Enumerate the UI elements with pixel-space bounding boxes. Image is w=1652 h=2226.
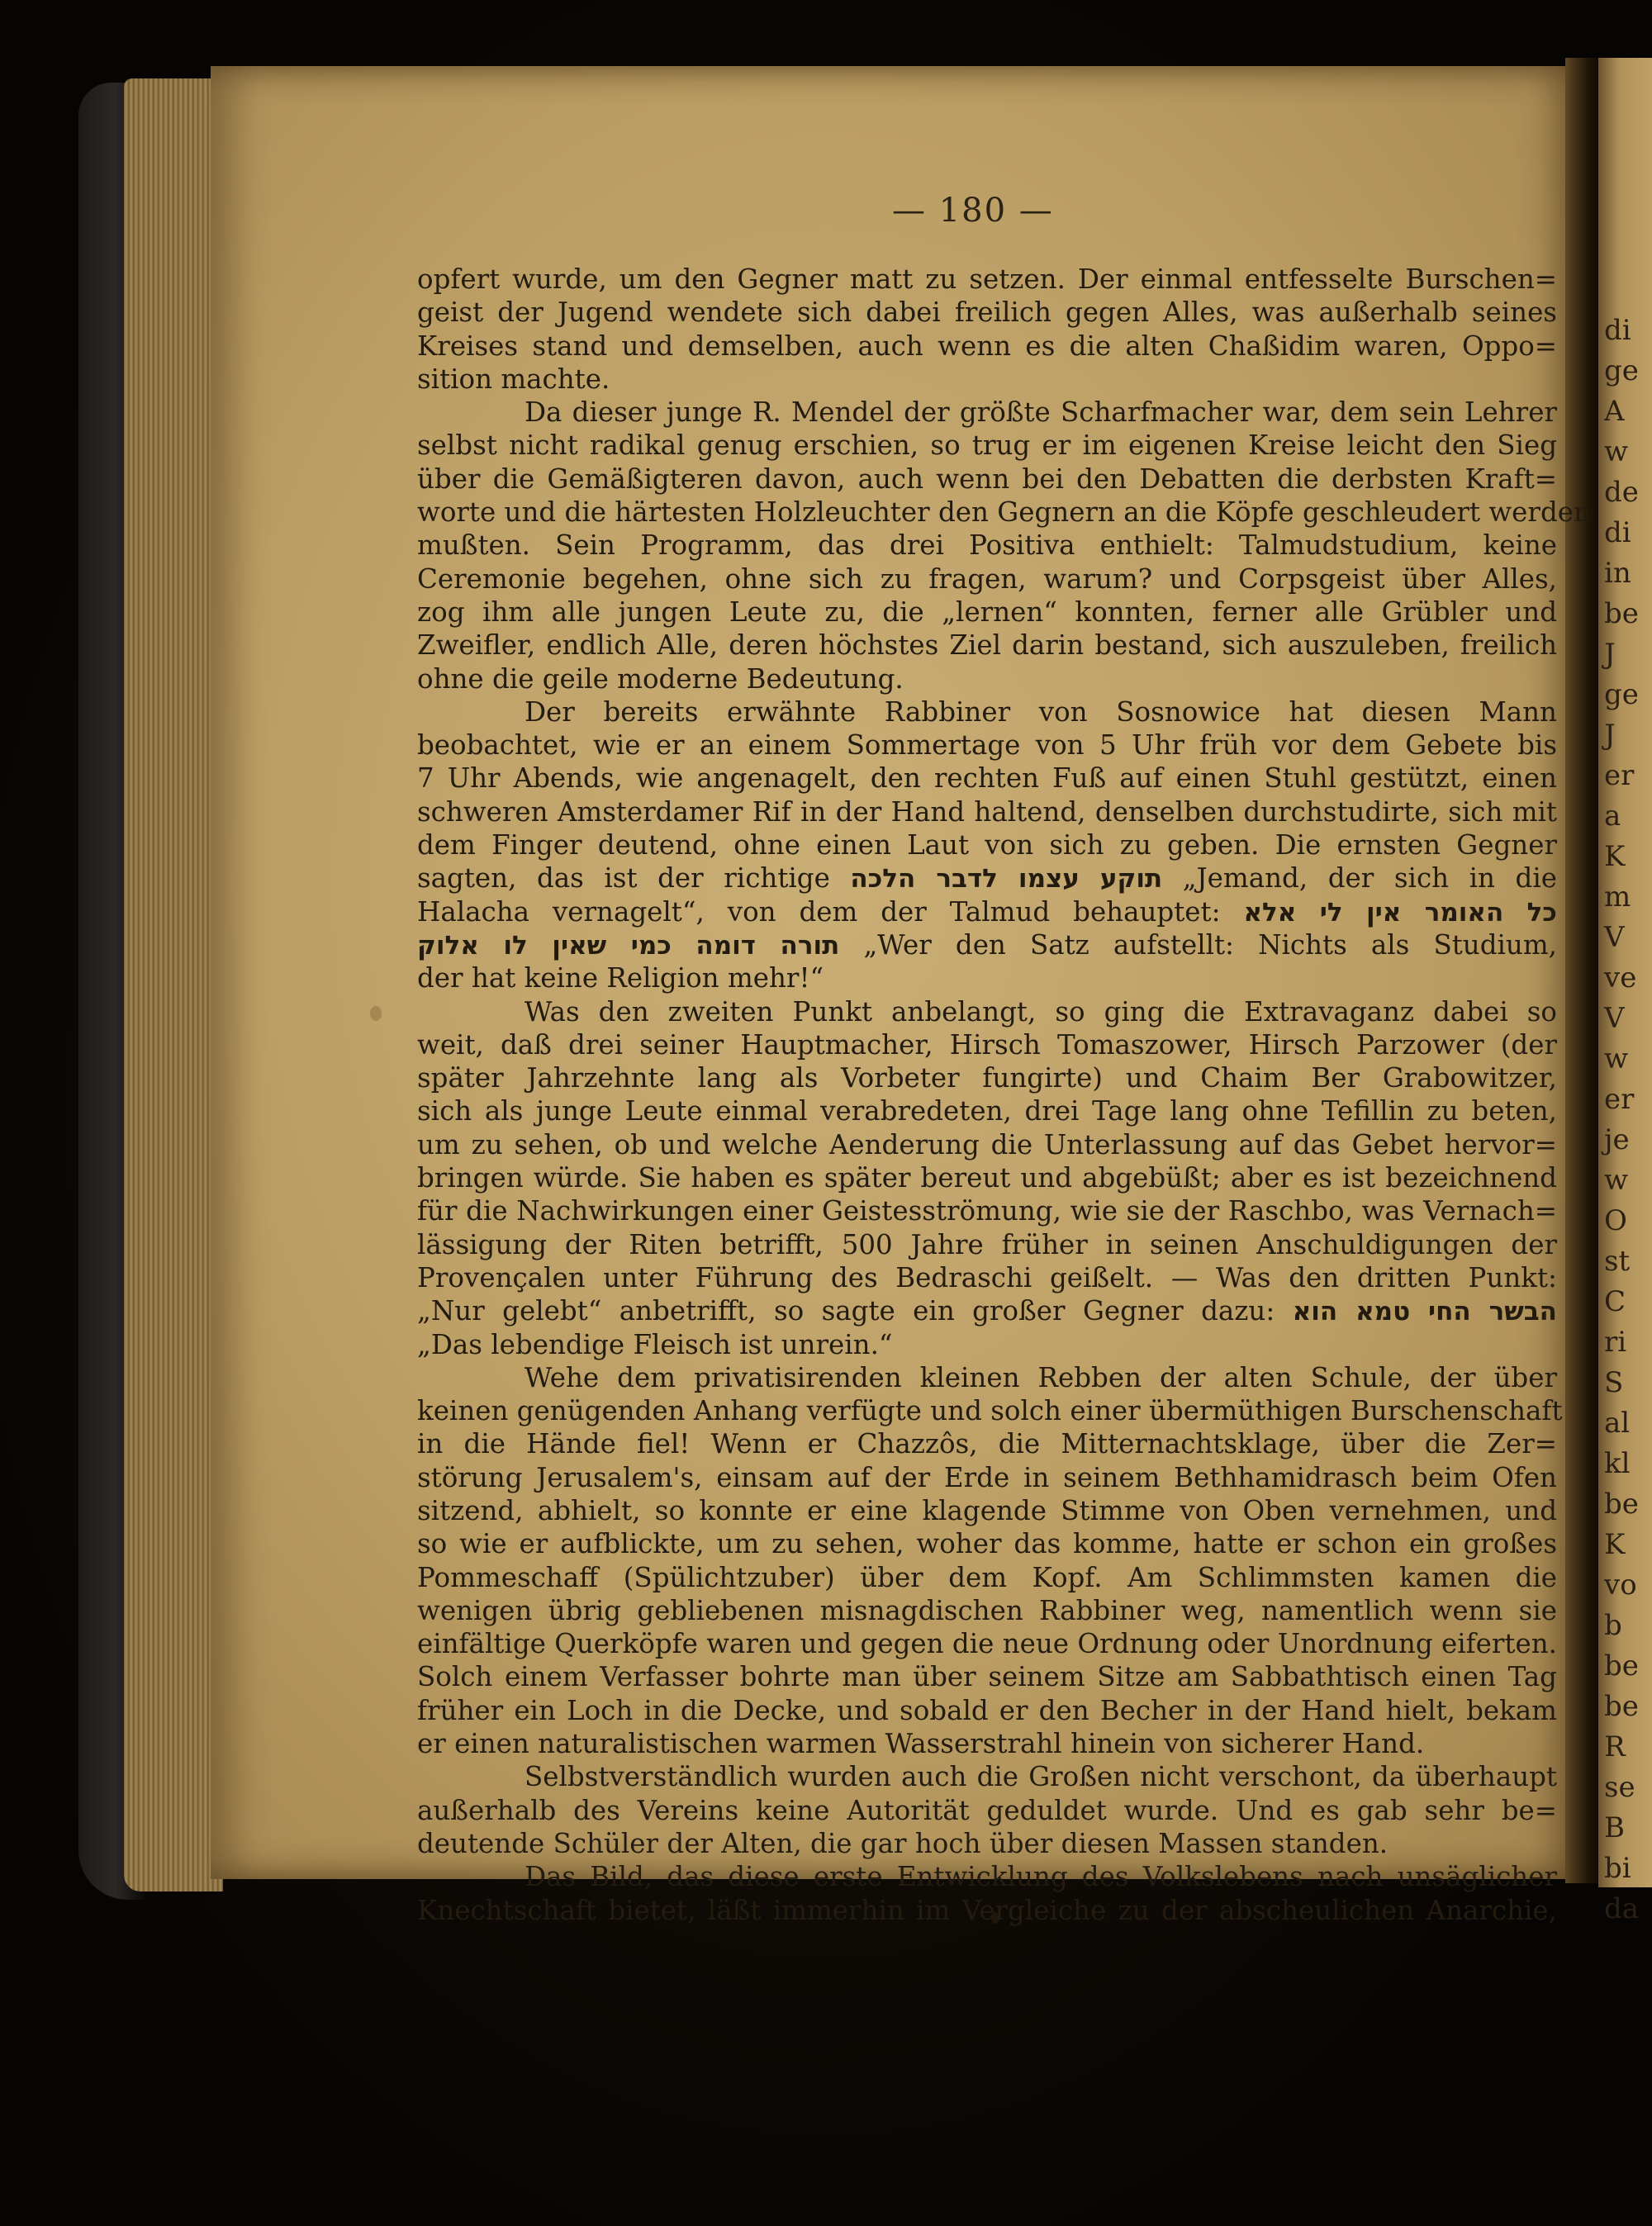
text-segment: sitzend, abhielt, so konnte er eine klagende Stimme von Oben vernehmen, und	[417, 1494, 1557, 1526]
text-line	[417, 1794, 1557, 1827]
text-segment: er einen naturalistischen warmen Wasserstrahl hinein von sicherer Hand.	[417, 1728, 1425, 1760]
text-segment: bringen würde. Sie haben es später bereut und abgebüßt; aber es ist bezeichnend	[417, 1162, 1557, 1194]
text-segment: um zu sehen, ob und welche Aenderung die Unterlassung auf das Gebet hervor=	[417, 1128, 1557, 1160]
page-stack-edge	[124, 78, 223, 1891]
text-segment: Das Bild, das diese erste Entwicklung des Volkslebens nach unsäglicher	[525, 1861, 1557, 1893]
facing-page-text-fragment: w	[1604, 1042, 1629, 1075]
facing-page-text-fragment: ge	[1604, 354, 1639, 387]
text-line	[417, 1561, 1557, 1594]
facing-page-text-fragment: O	[1604, 1204, 1627, 1237]
facing-page-text-fragment: A	[1604, 395, 1625, 428]
text-segment: sition machte.	[417, 363, 610, 395]
text-line	[417, 1028, 1557, 1061]
text-segment: Halacha vernagelt“, von dem der Talmud behauptet:	[417, 895, 1221, 928]
text-line	[417, 1128, 1557, 1161]
text-line	[417, 1760, 1557, 1793]
text-segment: lässigung der Riten betrifft, 500 Jahre früher in seinen Anschuldigungen der	[417, 1228, 1557, 1260]
text-segment: selbst nicht radikal genug erschien, so trug er im eigenen Kreise leicht den Sieg	[417, 430, 1557, 462]
text-line	[417, 1527, 1557, 1560]
text-line	[417, 729, 1557, 762]
text-line	[417, 995, 1557, 1028]
hebrew-quote: כל האומר אין לי אלא	[1243, 897, 1557, 928]
text-line	[417, 828, 1557, 861]
text-line	[417, 1094, 1557, 1127]
text-segment: Knechtschaft bietet, läßt immerhin im Vergleiche zu der abscheulichen Anarchie,	[417, 1894, 1557, 1926]
facing-page-text-fragment: K	[1604, 1528, 1626, 1561]
text-segment: „Das lebendige Fleisch ist unrein.“	[417, 1328, 893, 1360]
facing-page-text-fragment: ge	[1604, 678, 1639, 711]
facing-page-text-fragment: er	[1604, 1083, 1635, 1116]
text-line	[417, 1860, 1557, 1893]
text-line	[417, 928, 1557, 961]
text-line	[417, 1194, 1557, 1227]
text-line	[417, 1627, 1557, 1660]
hebrew-quote: הבשר החי טמא הוא	[1292, 1297, 1557, 1327]
text-line	[417, 496, 1591, 529]
text-segment: sagten, das ist der richtige	[417, 862, 830, 895]
text-line	[417, 662, 1557, 695]
text-line	[417, 1394, 1563, 1427]
facing-page-text-fragment: be	[1604, 1649, 1639, 1683]
text-line	[417, 363, 1557, 396]
text-line	[417, 762, 1557, 795]
text-line	[417, 330, 1557, 363]
text-line	[417, 1294, 1557, 1327]
text-segment: Solch einem Verfasser bohrte man über seinem Sitze am Sabbathtisch einen Tag	[417, 1661, 1557, 1693]
text-line	[417, 1461, 1557, 1494]
text-line	[417, 1494, 1557, 1527]
text-segment: ohne die geile moderne Bedeutung.	[417, 662, 904, 695]
facing-page-text-fragment: ri	[1604, 1326, 1627, 1359]
facing-page-text-fragment: in	[1604, 557, 1631, 590]
facing-page-text-fragment: B	[1604, 1811, 1625, 1844]
text-line	[417, 1660, 1557, 1693]
facing-page-text-fragment: S	[1604, 1366, 1624, 1399]
text-line	[417, 1594, 1557, 1627]
text-segment: störung Jerusalem's, einsam auf der Erde in seinem Bethhamidrasch beim Ofen	[417, 1461, 1557, 1493]
facing-page-text-fragment: m	[1604, 880, 1631, 914]
facing-page-text-fragment: de	[1604, 476, 1639, 509]
facing-page-text-fragment: se	[1604, 1771, 1635, 1804]
text-segment: außerhalb des Vereins keine Autorität geduldet wurde. Und es gab sehr be=	[417, 1794, 1557, 1826]
facing-page-text-fragment: ve	[1604, 961, 1637, 994]
text-segment: so wie er aufblickte, um zu sehen, woher das komme, hatte er schon ein großes	[417, 1528, 1557, 1560]
text-segment: Kreises stand und demselben, auch wenn es die alten Chaßidim waren, Oppo=	[417, 330, 1557, 362]
text-segment: opfert wurde, um den Gegner matt zu setzen. Der einmal entfesselte Burschen=	[417, 263, 1557, 295]
facing-page-text-fragment: w	[1604, 1164, 1629, 1197]
text-line	[417, 1061, 1557, 1094]
facing-page-text-fragment: vo	[1604, 1569, 1637, 1602]
text-segment: worte und die härtesten Holzleuchter den Gegnern an die Köpfe geschleudert werden	[417, 496, 1591, 529]
text-line	[417, 1694, 1557, 1727]
text-line	[417, 396, 1557, 429]
text-line	[417, 1361, 1557, 1394]
facing-page-text-fragment: b	[1604, 1609, 1622, 1642]
text-segment: wenigen übrig gebliebenen misnagdischen Rabbiner weg, namentlich wenn sie	[417, 1594, 1557, 1626]
facing-page-text-fragment: di	[1604, 314, 1631, 347]
text-segment: in die Hände fiel! Wenn er Chazzôs, die Mitternachtsklage, über die Zer=	[417, 1428, 1557, 1460]
hebrew-quote: תוקע עצמו לדבר הלכה	[850, 864, 1163, 895]
text-line	[417, 961, 1557, 994]
text-segment: schweren Amsterdamer Rif in der Hand haltend, denselben durchstudirte, sich mit	[417, 795, 1557, 828]
text-segment: der hat keine Religion mehr!“	[417, 962, 824, 994]
facing-page-text-fragment: V	[1604, 1002, 1625, 1035]
body-text	[417, 263, 1591, 1927]
text-segment: über die Gemäßigteren davon, auch wenn bei den Debatten die derbsten Kraft=	[417, 463, 1557, 495]
text-segment: Pommeschaff (Spülichtzuber) über dem Kopf. Am Schlimmsten kamen die	[417, 1561, 1557, 1593]
text-segment: Da dieser junge R. Mendel der größte Scharfmacher war, dem sein Lehrer	[525, 396, 1557, 429]
text-segment: keinen genügenden Anhang verfügte und solch einer übermüthigen Burschenschaft	[417, 1395, 1563, 1427]
facing-page-text-fragment: a	[1604, 800, 1621, 833]
facing-page-text-fragment: be	[1604, 1690, 1639, 1723]
facing-page-text-fragment: bi	[1604, 1852, 1631, 1885]
text-segment: geist der Jugend wendete sich dabei freilich gegen Alles, was außerhalb seines	[417, 297, 1557, 329]
text-line	[417, 562, 1557, 596]
text-segment: 7 Uhr Abends, wie angenagelt, den rechten Fuß auf einen Stuhl gestützt, einen	[417, 762, 1557, 795]
page-number: — 180 —	[892, 192, 1054, 230]
text-segment: weit, daß drei seiner Hauptmacher, Hirsch Tomaszower, Hirsch Parzower (der	[417, 1028, 1557, 1061]
text-line	[417, 861, 1557, 895]
facing-page-text-fragment: be	[1604, 1488, 1639, 1521]
text-segment: Selbstverständlich wurden auch die Großen nicht verschont, da überhaupt	[525, 1761, 1557, 1793]
text-segment: einfältige Querköpfe waren und gegen die neue Ordnung oder Unordnung eiferten.	[417, 1628, 1557, 1660]
facing-page-text-fragment: je	[1604, 1123, 1630, 1156]
text-line	[417, 1427, 1557, 1460]
facing-page-text-fragment: C	[1604, 1285, 1626, 1318]
text-segment: Zweifler, endlich Alle, deren höchstes Ziel darin bestand, sich auszuleben, freilich	[417, 629, 1557, 662]
book-gutter	[1565, 58, 1602, 1883]
text-line	[417, 795, 1557, 828]
text-line	[417, 695, 1557, 729]
text-segment: dem Finger deutend, ohne einen Laut von sich zu geben. Die ernsten Gegner	[417, 829, 1557, 861]
facing-page-text-fragment: er	[1604, 759, 1635, 792]
text-segment: Was den zweiten Punkt anbelangt, so ging die Extravaganz dabei so	[525, 995, 1557, 1028]
facing-page-text-fragment: w	[1604, 435, 1629, 468]
facing-page-text-fragment: st	[1604, 1245, 1631, 1278]
text-segment: sich als junge Leute einmal verabredeten, drei Tage lang ohne Tefillin zu beten,	[417, 1095, 1557, 1127]
text-line	[417, 263, 1557, 296]
text-line	[417, 1894, 1557, 1927]
facing-page-text-fragment: da	[1604, 1892, 1640, 1925]
text-line	[417, 596, 1557, 629]
text-segment: für die Nachwirkungen einer Geistesströmung, wie sie der Raschbo, was Vernach=	[417, 1195, 1557, 1227]
text-segment: „Nur gelebt“ anbetrifft, so sagte ein großer Gegner dazu:	[417, 1295, 1275, 1327]
text-line	[417, 1228, 1557, 1261]
text-line	[417, 1727, 1557, 1760]
facing-page-text-fragment: be	[1604, 597, 1639, 630]
text-segment: später Jahrzehnte lang als Vorbeter fungirte) und Chaim Ber Grabowitzer,	[417, 1062, 1557, 1094]
facing-page-text-fragment: di	[1604, 516, 1631, 549]
text-segment: zog ihm alle jungen Leute zu, die „lernen“ konnten, ferner alle Grübler und	[417, 596, 1557, 628]
facing-page-text-fragment: V	[1604, 921, 1625, 954]
facing-page-text-fragment: al	[1604, 1407, 1631, 1440]
facing-page-text-fragment: K	[1604, 840, 1626, 873]
text-line	[417, 1827, 1557, 1860]
text-segment: früher ein Loch in die Decke, und sobald er den Becher in der Hand hielt, bekam	[417, 1694, 1557, 1726]
hebrew-quote: תורה דומה כמי שאין לו אלוק	[417, 930, 840, 961]
text-line	[417, 429, 1557, 462]
text-line	[417, 296, 1557, 329]
text-segment: Provençalen unter Führung des Bedraschi geißelt. — Was den dritten Punkt:	[417, 1261, 1557, 1293]
text-line	[417, 895, 1557, 928]
facing-page-text-fragment: kl	[1604, 1447, 1631, 1480]
text-line	[417, 1328, 1557, 1361]
facing-page-text-fragment: J	[1604, 719, 1616, 752]
text-segment: beobachtet, wie er an einem Sommertage von 5 Uhr früh vor dem Gebete bis	[417, 729, 1557, 762]
facing-page-text-fragment: J	[1604, 638, 1616, 671]
paper-stain	[370, 1006, 382, 1021]
text-segment: Der bereits erwähnte Rabbiner von Sosnowice hat diesen Mann	[525, 695, 1557, 728]
text-segment: Wehe dem privatisirenden kleinen Rebben der alten Schule, der über	[525, 1361, 1557, 1393]
text-segment: „Wer den Satz aufstellt: Nichts als Studium,	[863, 928, 1557, 961]
text-line	[417, 629, 1557, 662]
text-line	[417, 1261, 1557, 1294]
text-line	[417, 1161, 1557, 1194]
text-segment: mußten. Sein Programm, das drei Positiva enthielt: Talmudstudium, keine	[417, 529, 1557, 562]
text-segment: „Jemand, der sich in die	[1182, 862, 1557, 895]
text-segment: Ceremonie begehen, ohne sich zu fragen, warum? und Corpsgeist über Alles,	[417, 562, 1557, 595]
text-line	[417, 529, 1557, 562]
text-line	[417, 463, 1557, 496]
facing-page-text-fragment: R	[1604, 1730, 1626, 1763]
text-segment: deutende Schüler der Alten, die gar hoch über diesen Massen standen.	[417, 1827, 1389, 1859]
